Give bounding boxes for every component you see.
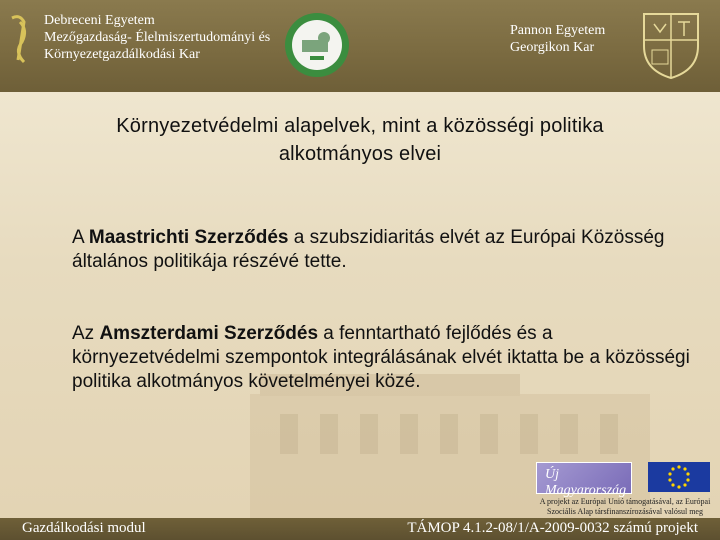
paragraph-amsterdam: [72, 322, 692, 394]
p2-pre: Az: [72, 323, 100, 344]
eu-note: [536, 497, 714, 517]
left-line-2: Mezőgazdaság- Élelmiszertudományi és: [44, 30, 271, 45]
p2-bold: Amszterdami Szerződés: [99, 323, 319, 344]
debrecen-logo-icon: [6, 12, 34, 66]
header-bar: [0, 0, 720, 92]
uj-magyarorszag-label: Új Magyarország: [545, 467, 627, 498]
left-line-1: Debreceni Egyetem: [44, 13, 155, 28]
footer-module-name: Gazdálkodási modul: [22, 520, 146, 536]
p2-post: a fenntartható fejlődés és a környezetvédelmi szempontok integrálásának elvét iktatta be a közösségi politika alkotmányos követelményei közé.: [72, 323, 690, 392]
university-right-name: [510, 22, 605, 56]
university-left-name: [44, 12, 270, 63]
p1-bold: Maastrichti Szerződés: [88, 227, 289, 248]
footer-bar: [0, 518, 720, 540]
eu-support-block: [536, 462, 714, 518]
eu-note-line-1: A projekt az Európai Unió támogatásával, az Európai: [539, 497, 711, 506]
faculty-round-logo-icon: [284, 12, 350, 78]
georgikon-shield-icon: [636, 10, 706, 80]
right-line-2: Georgikon Kar: [510, 40, 595, 55]
title-line-2: alkotmányos elvei: [278, 143, 442, 165]
right-line-1: Pannon Egyetem: [510, 23, 606, 38]
paragraph-maastricht: [72, 226, 692, 274]
p1-post: a szubszidiaritás elvét az Európai Közösség általános politikája részévé tette.: [72, 227, 665, 272]
eu-flag-icon: [648, 462, 710, 492]
slide-title: [40, 112, 680, 168]
left-line-3: Környezetgazdálkodási Kar: [44, 47, 200, 62]
title-line-1: Környezetvédelmi alapelvek, mint a közösségi politika: [116, 115, 604, 137]
eu-note-line-2: Szociális Alap társfinanszírozásával valósul meg: [547, 507, 703, 516]
p1-pre: A: [72, 227, 89, 248]
uj-magyarorszag-badge: [536, 462, 632, 498]
footer-project-id: TÁMOP 4.1.2-08/1/A-2009-0032 számú projekt: [407, 520, 698, 536]
